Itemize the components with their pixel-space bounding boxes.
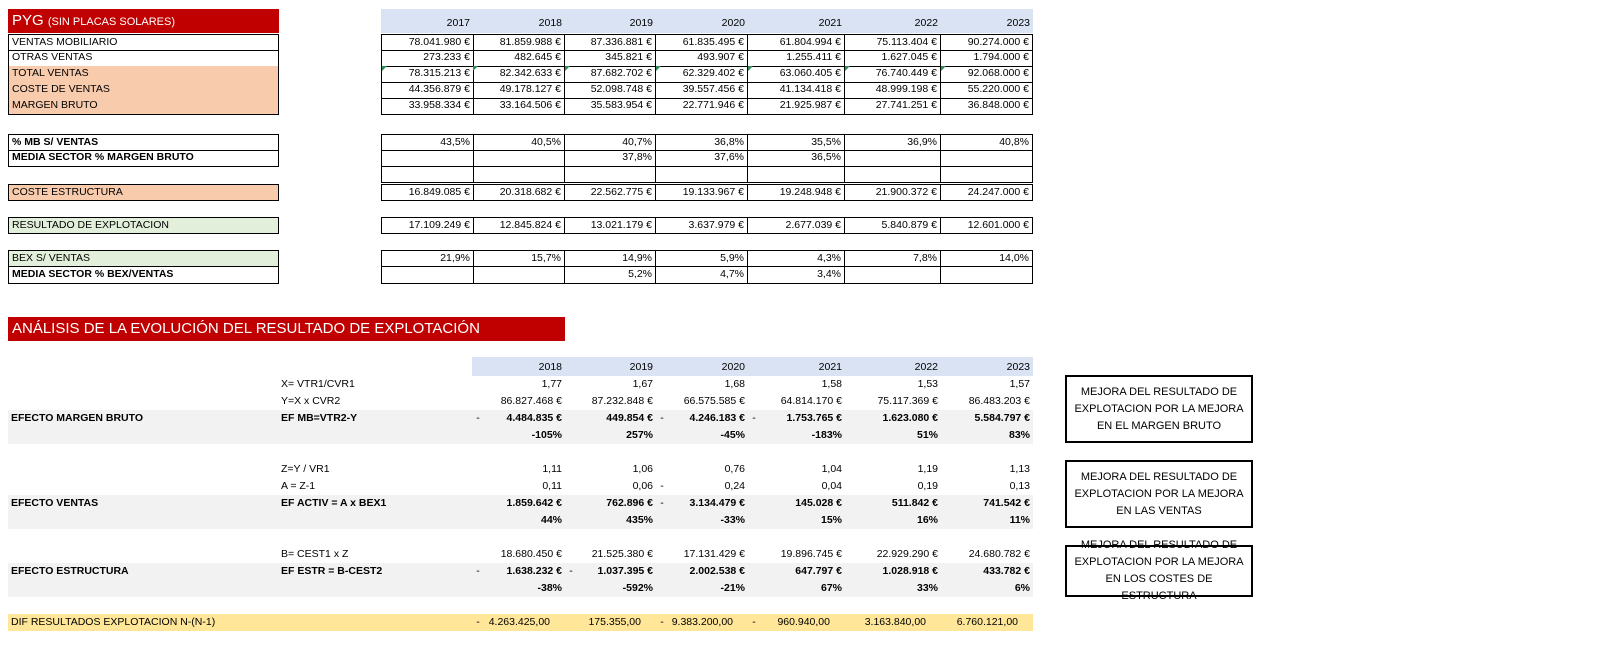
x-value: 1,57 <box>1009 378 1030 390</box>
margen-bruto-value: 36.848.000 € <box>941 98 1033 115</box>
media-sector-mb-value <box>845 150 941 167</box>
ef-activ-pct: 16% <box>916 514 938 526</box>
coste-de-ventas-value: 49.178.127 € <box>473 82 565 99</box>
mb-pct-value: 35,5% <box>748 134 845 151</box>
formula-ef-estr: EF ESTR = B-CEST2 <box>281 565 383 577</box>
coste-estructura-value: 22.562.775 € <box>565 184 656 201</box>
ef-estr-pct: 33% <box>916 582 938 594</box>
coste-estructura-value: 19.133.967 € <box>656 184 748 201</box>
media-sector-bex-value: 5,2% <box>565 267 656 284</box>
b-value: 19.896.745 € <box>780 548 842 560</box>
media-sector-mb-value <box>473 150 565 167</box>
analisis-year-2020: 2020 <box>721 361 745 373</box>
otras-ventas-value: 1.627.045 € <box>845 50 941 67</box>
ef-mb-pct: -183% <box>811 429 842 441</box>
coste-de-ventas-value: 44.356.879 € <box>381 82 474 99</box>
ef-activ-pct: 435% <box>626 514 653 526</box>
margen-bruto-value: 33.958.334 € <box>381 98 474 115</box>
ef-estr-value: 433.782 € <box>983 565 1030 577</box>
dif-resultado-value: 960.940,00 <box>777 616 830 628</box>
mb-pct-value: 40,5% <box>473 134 565 151</box>
ef-estr-value: 1.028.918 € <box>882 565 938 577</box>
resultado-explotacion-value: 13.021.179 € <box>565 217 656 234</box>
pyg-year-2018: 2018 <box>538 17 562 29</box>
negative-sign: - <box>569 565 573 577</box>
ef-mb-value: 4.484.835 € <box>506 412 562 424</box>
media-sector-mb-value <box>941 150 1033 167</box>
b-value: 18.680.450 € <box>500 548 562 560</box>
y-value: 75.117.369 € <box>877 395 938 407</box>
media-sector-bex-value: 3,4% <box>748 267 845 284</box>
coste-de-ventas-label: COSTE DE VENTAS <box>8 82 279 99</box>
media-sector-bex-value <box>941 267 1033 284</box>
coste-de-ventas-value: 48.999.198 € <box>845 82 941 99</box>
ef-mb-value: 1.753.765 € <box>786 412 842 424</box>
z-value: 1,11 <box>542 463 562 475</box>
resultado-explotacion-value: 2.677.039 € <box>748 217 845 234</box>
y-value: 64.814.170 € <box>780 395 842 407</box>
analisis-year-2019: 2019 <box>629 361 653 373</box>
ventas-mobiliario-value: 61.804.994 € <box>748 34 845 51</box>
ef-mb-value: 5.584.797 € <box>974 412 1030 424</box>
note-mejora-margen-bruto: MEJORA DEL RESULTADO DE EXPLOTACION POR LA MEJORA EN EL MARGEN BRUTO <box>1065 375 1253 443</box>
pyg-year-2021: 2021 <box>818 17 842 29</box>
ef-activ-value: 741.542 € <box>983 497 1030 509</box>
pyg-year-2017: 2017 <box>446 17 470 29</box>
ef-mb-value: 4.246.183 € <box>689 412 745 424</box>
formula-x: X= VTR1/CVR1 <box>281 378 355 390</box>
mb-pct-value: 40,7% <box>565 134 656 151</box>
resultado-explotacion-value: 3.637.979 € <box>656 217 748 234</box>
media-sector-mb-value: 37,6% <box>656 150 748 167</box>
analisis-year-2021: 2021 <box>818 361 842 373</box>
ef-estr-pct: -38% <box>537 582 562 594</box>
z-value: 1,06 <box>632 463 653 475</box>
total-ventas-value: 87.682.702 € <box>565 66 656 83</box>
ef-activ-value: 511.842 € <box>891 497 938 509</box>
ef-activ-pct: 15% <box>820 514 842 526</box>
ef-estr-value: 647.797 € <box>795 565 842 577</box>
resultado-explotacion-value: 12.601.000 € <box>941 217 1033 234</box>
pyg-empty-cell <box>381 166 474 183</box>
pyg-year-2020: 2020 <box>721 17 745 29</box>
ef-mb-pct: 51% <box>916 429 938 441</box>
mb-pct-value: 36,8% <box>656 134 748 151</box>
negative-sign: - <box>752 412 756 424</box>
a-value: 0,24 <box>724 480 745 492</box>
total-ventas-label: TOTAL VENTAS <box>8 66 279 83</box>
a-value: 0,13 <box>1009 480 1030 492</box>
otras-ventas-value: 1.255.411 € <box>748 50 845 67</box>
b-value: 24.680.782 € <box>968 548 1030 560</box>
coste-estructura-label: COSTE ESTRUCTURA <box>8 184 279 201</box>
ventas-mobiliario-value: 81.859.988 € <box>473 34 565 51</box>
y-value: 87.232.848 € <box>591 395 653 407</box>
x-value: 1,68 <box>724 378 745 390</box>
efecto-estructura-label: EFECTO ESTRUCTURA <box>11 565 129 577</box>
coste-de-ventas-value: 52.098.748 € <box>565 82 656 99</box>
pyg-title-main: PYG <box>12 12 44 29</box>
ef-estr-value: 2.002.538 € <box>689 565 745 577</box>
total-ventas-value: 82.342.633 € <box>473 66 565 83</box>
ef-estr-pct: -21% <box>720 582 745 594</box>
ef-activ-pct: 11% <box>1009 514 1030 526</box>
efecto-ventas-label: EFECTO VENTAS <box>11 497 99 509</box>
media-sector-bex-value <box>381 267 474 284</box>
negative-sign: - <box>660 412 664 424</box>
media-sector-mb-value: 36,5% <box>748 150 845 167</box>
margen-bruto-value: 35.583.954 € <box>565 98 656 115</box>
pyg-year-2019: 2019 <box>629 17 653 29</box>
bex-pct-value: 5,9% <box>656 250 748 267</box>
negative-sign: - <box>476 616 480 628</box>
bex-pct-value: 21,9% <box>381 250 474 267</box>
formula-a: A = Z-1 <box>281 480 316 492</box>
margen-bruto-value: 21.925.987 € <box>748 98 845 115</box>
margen-bruto-value: 33.164.506 € <box>473 98 565 115</box>
x-value: 1,53 <box>917 378 938 390</box>
b-value: 17.131.429 € <box>683 548 745 560</box>
coste-de-ventas-value: 55.220.000 € <box>941 82 1033 99</box>
z-value: 0,76 <box>724 463 745 475</box>
margen-bruto-label: MARGEN BRUTO <box>8 98 279 115</box>
otras-ventas-value: 345.821 € <box>565 50 656 67</box>
media-sector-bex-value <box>473 267 565 284</box>
total-ventas-value: 92.068.000 € <box>941 66 1033 83</box>
media-sector-mb-value <box>381 150 474 167</box>
ef-estr-pct: 67% <box>820 582 842 594</box>
bex-pct-value: 4,3% <box>748 250 845 267</box>
note-mejora-estructura: MEJORA DEL RESULTADO DE EXPLOTACION POR LA MEJORA EN LOS COSTES DE ESTRUCTURA <box>1065 545 1253 597</box>
media-sector-mb-label: MEDIA SECTOR % MARGEN BRUTO <box>8 150 279 167</box>
dif-resultado-value: 175.355,00 <box>588 616 641 628</box>
negative-sign: - <box>660 480 664 492</box>
ef-mb-value: 1.623.080 € <box>882 412 938 424</box>
analisis-year-2018: 2018 <box>538 361 562 373</box>
bex-pct-value: 15,7% <box>473 250 565 267</box>
dif-resultado-value: 9.383.200,00 <box>671 616 733 628</box>
ef-mb-value: 449.854 € <box>606 412 653 424</box>
ef-estr-pct: 6% <box>1014 582 1030 594</box>
z-value: 1,19 <box>917 463 938 475</box>
pyg-year-2022: 2022 <box>914 17 938 29</box>
dif-resultados-label: DIF RESULTADOS EXPLOTACION N-(N-1) <box>11 616 216 628</box>
pyg-empty-cell <box>748 166 845 183</box>
mb-pct-value: 40,8% <box>941 134 1033 151</box>
ventas-mobiliario-value: 61.835.495 € <box>656 34 748 51</box>
ef-activ-value: 3.134.479 € <box>689 497 745 509</box>
ef-estr-value: 1.037.395 € <box>597 565 653 577</box>
ef-activ-value: 762.896 € <box>606 497 653 509</box>
pyg-year-2023: 2023 <box>1006 17 1030 29</box>
negative-sign: - <box>660 616 664 628</box>
resultado-explotacion-label: RESULTADO DE EXPLOTACION <box>8 217 279 234</box>
otras-ventas-value: 493.907 € <box>656 50 748 67</box>
ventas-mobiliario-value: 78.041.980 € <box>381 34 474 51</box>
pyg-empty-cell <box>473 166 565 183</box>
coste-de-ventas-value: 39.557.456 € <box>656 82 748 99</box>
media-sector-bex-label: MEDIA SECTOR % BEX/VENTAS <box>8 267 279 284</box>
pyg-title <box>8 9 279 33</box>
ventas-mobiliario-value: 87.336.881 € <box>565 34 656 51</box>
formula-y: Y=X x CVR2 <box>281 395 341 407</box>
bex-pct-value: 7,8% <box>845 250 941 267</box>
bex-pct-value: 14,9% <box>565 250 656 267</box>
pyg-empty-cell <box>845 166 941 183</box>
media-sector-bex-value <box>845 267 941 284</box>
note-mejora-ventas: MEJORA DEL RESULTADO DE EXPLOTACION POR LA MEJORA EN LAS VENTAS <box>1065 460 1253 528</box>
formula-ef-mb: EF MB=VTR2-Y <box>281 412 358 424</box>
a-value: 0,19 <box>917 480 938 492</box>
pyg-empty-cell <box>941 166 1033 183</box>
analisis-year-2022: 2022 <box>914 361 938 373</box>
margen-bruto-value: 22.771.946 € <box>656 98 748 115</box>
negative-sign: - <box>476 412 480 424</box>
b-value: 22.929.290 € <box>876 548 938 560</box>
ef-activ-value: 1.859.642 € <box>506 497 562 509</box>
coste-estructura-value: 16.849.085 € <box>381 184 474 201</box>
coste-estructura-value: 21.900.372 € <box>845 184 941 201</box>
ef-mb-pct: -105% <box>531 429 562 441</box>
a-value: 0,06 <box>632 480 653 492</box>
media-sector-mb-value: 37,8% <box>565 150 656 167</box>
otras-ventas-value: 482.645 € <box>473 50 565 67</box>
pyg-empty-cell <box>656 166 748 183</box>
analisis-title: ANÁLISIS DE LA EVOLUCIÓN DEL RESULTADO DE EXPLOTACIÓN <box>8 317 565 341</box>
resultado-explotacion-value: 5.840.879 € <box>845 217 941 234</box>
a-value: 0,04 <box>821 480 842 492</box>
analisis-year-2023: 2023 <box>1006 361 1030 373</box>
dif-resultado-value: 3.163.840,00 <box>864 616 926 628</box>
mb-pct-label: % MB S/ VENTAS <box>8 134 279 151</box>
x-value: 1,67 <box>632 378 653 390</box>
ventas-mobiliario-value: 75.113.404 € <box>845 34 941 51</box>
formula-b: B= CEST1 x Z <box>281 548 349 560</box>
ef-activ-pct: 44% <box>540 514 562 526</box>
resultado-explotacion-value: 12.845.824 € <box>473 217 565 234</box>
y-value: 86.483.203 € <box>968 395 1030 407</box>
pyg-title-sub: (SIN PLACAS SOLARES) <box>47 16 176 28</box>
dif-resultado-value: 4.263.425,00 <box>488 616 550 628</box>
a-value: 0,11 <box>542 480 562 492</box>
coste-estructura-value: 20.318.682 € <box>473 184 565 201</box>
otras-ventas-value: 273.233 € <box>381 50 474 67</box>
ef-mb-pct: 83% <box>1008 429 1030 441</box>
media-sector-bex-value: 4,7% <box>656 267 748 284</box>
bex-pct-label: BEX S/ VENTAS <box>8 250 279 267</box>
negative-sign: - <box>476 565 480 577</box>
otras-ventas-label: OTRAS VENTAS <box>8 50 279 67</box>
negative-sign: - <box>752 616 756 628</box>
pyg-empty-cell <box>565 166 656 183</box>
ef-activ-pct: -33% <box>720 514 745 526</box>
mb-pct-value: 36,9% <box>845 134 941 151</box>
ef-mb-pct: 257% <box>626 429 653 441</box>
y-value: 86.827.468 € <box>500 395 562 407</box>
coste-de-ventas-value: 41.134.418 € <box>748 82 845 99</box>
total-ventas-value: 63.060.405 € <box>748 66 845 83</box>
bex-pct-value: 14,0% <box>941 250 1033 267</box>
total-ventas-value: 62.329.402 € <box>656 66 748 83</box>
margen-bruto-value: 27.741.251 € <box>845 98 941 115</box>
ventas-mobiliario-label: VENTAS MOBILIARIO <box>8 34 279 51</box>
ef-activ-value: 145.028 € <box>795 497 842 509</box>
b-value: 21.525.380 € <box>591 548 653 560</box>
total-ventas-value: 76.740.449 € <box>845 66 941 83</box>
ef-mb-pct: -45% <box>720 429 745 441</box>
efecto-margen-bruto-label: EFECTO MARGEN BRUTO <box>11 412 144 424</box>
total-ventas-value: 78.315.213 € <box>381 66 474 83</box>
x-value: 1,58 <box>821 378 842 390</box>
coste-estructura-value: 24.247.000 € <box>941 184 1033 201</box>
formula-z: Z=Y / VR1 <box>281 463 330 475</box>
mb-pct-value: 43,5% <box>381 134 474 151</box>
otras-ventas-value: 1.794.000 € <box>941 50 1033 67</box>
coste-estructura-value: 19.248.948 € <box>748 184 845 201</box>
ventas-mobiliario-value: 90.274.000 € <box>941 34 1033 51</box>
z-value: 1,13 <box>1009 463 1030 475</box>
resultado-explotacion-value: 17.109.249 € <box>381 217 474 234</box>
ef-estr-value: 1.638.232 € <box>506 565 562 577</box>
z-value: 1,04 <box>821 463 842 475</box>
y-value: 66.575.585 € <box>683 395 745 407</box>
negative-sign: - <box>660 497 664 509</box>
ef-estr-pct: -592% <box>622 582 653 594</box>
x-value: 1,77 <box>541 378 562 390</box>
formula-ef-activ: EF ACTIV = A x BEX1 <box>281 497 387 509</box>
dif-resultado-value: 6.760.121,00 <box>956 616 1018 628</box>
